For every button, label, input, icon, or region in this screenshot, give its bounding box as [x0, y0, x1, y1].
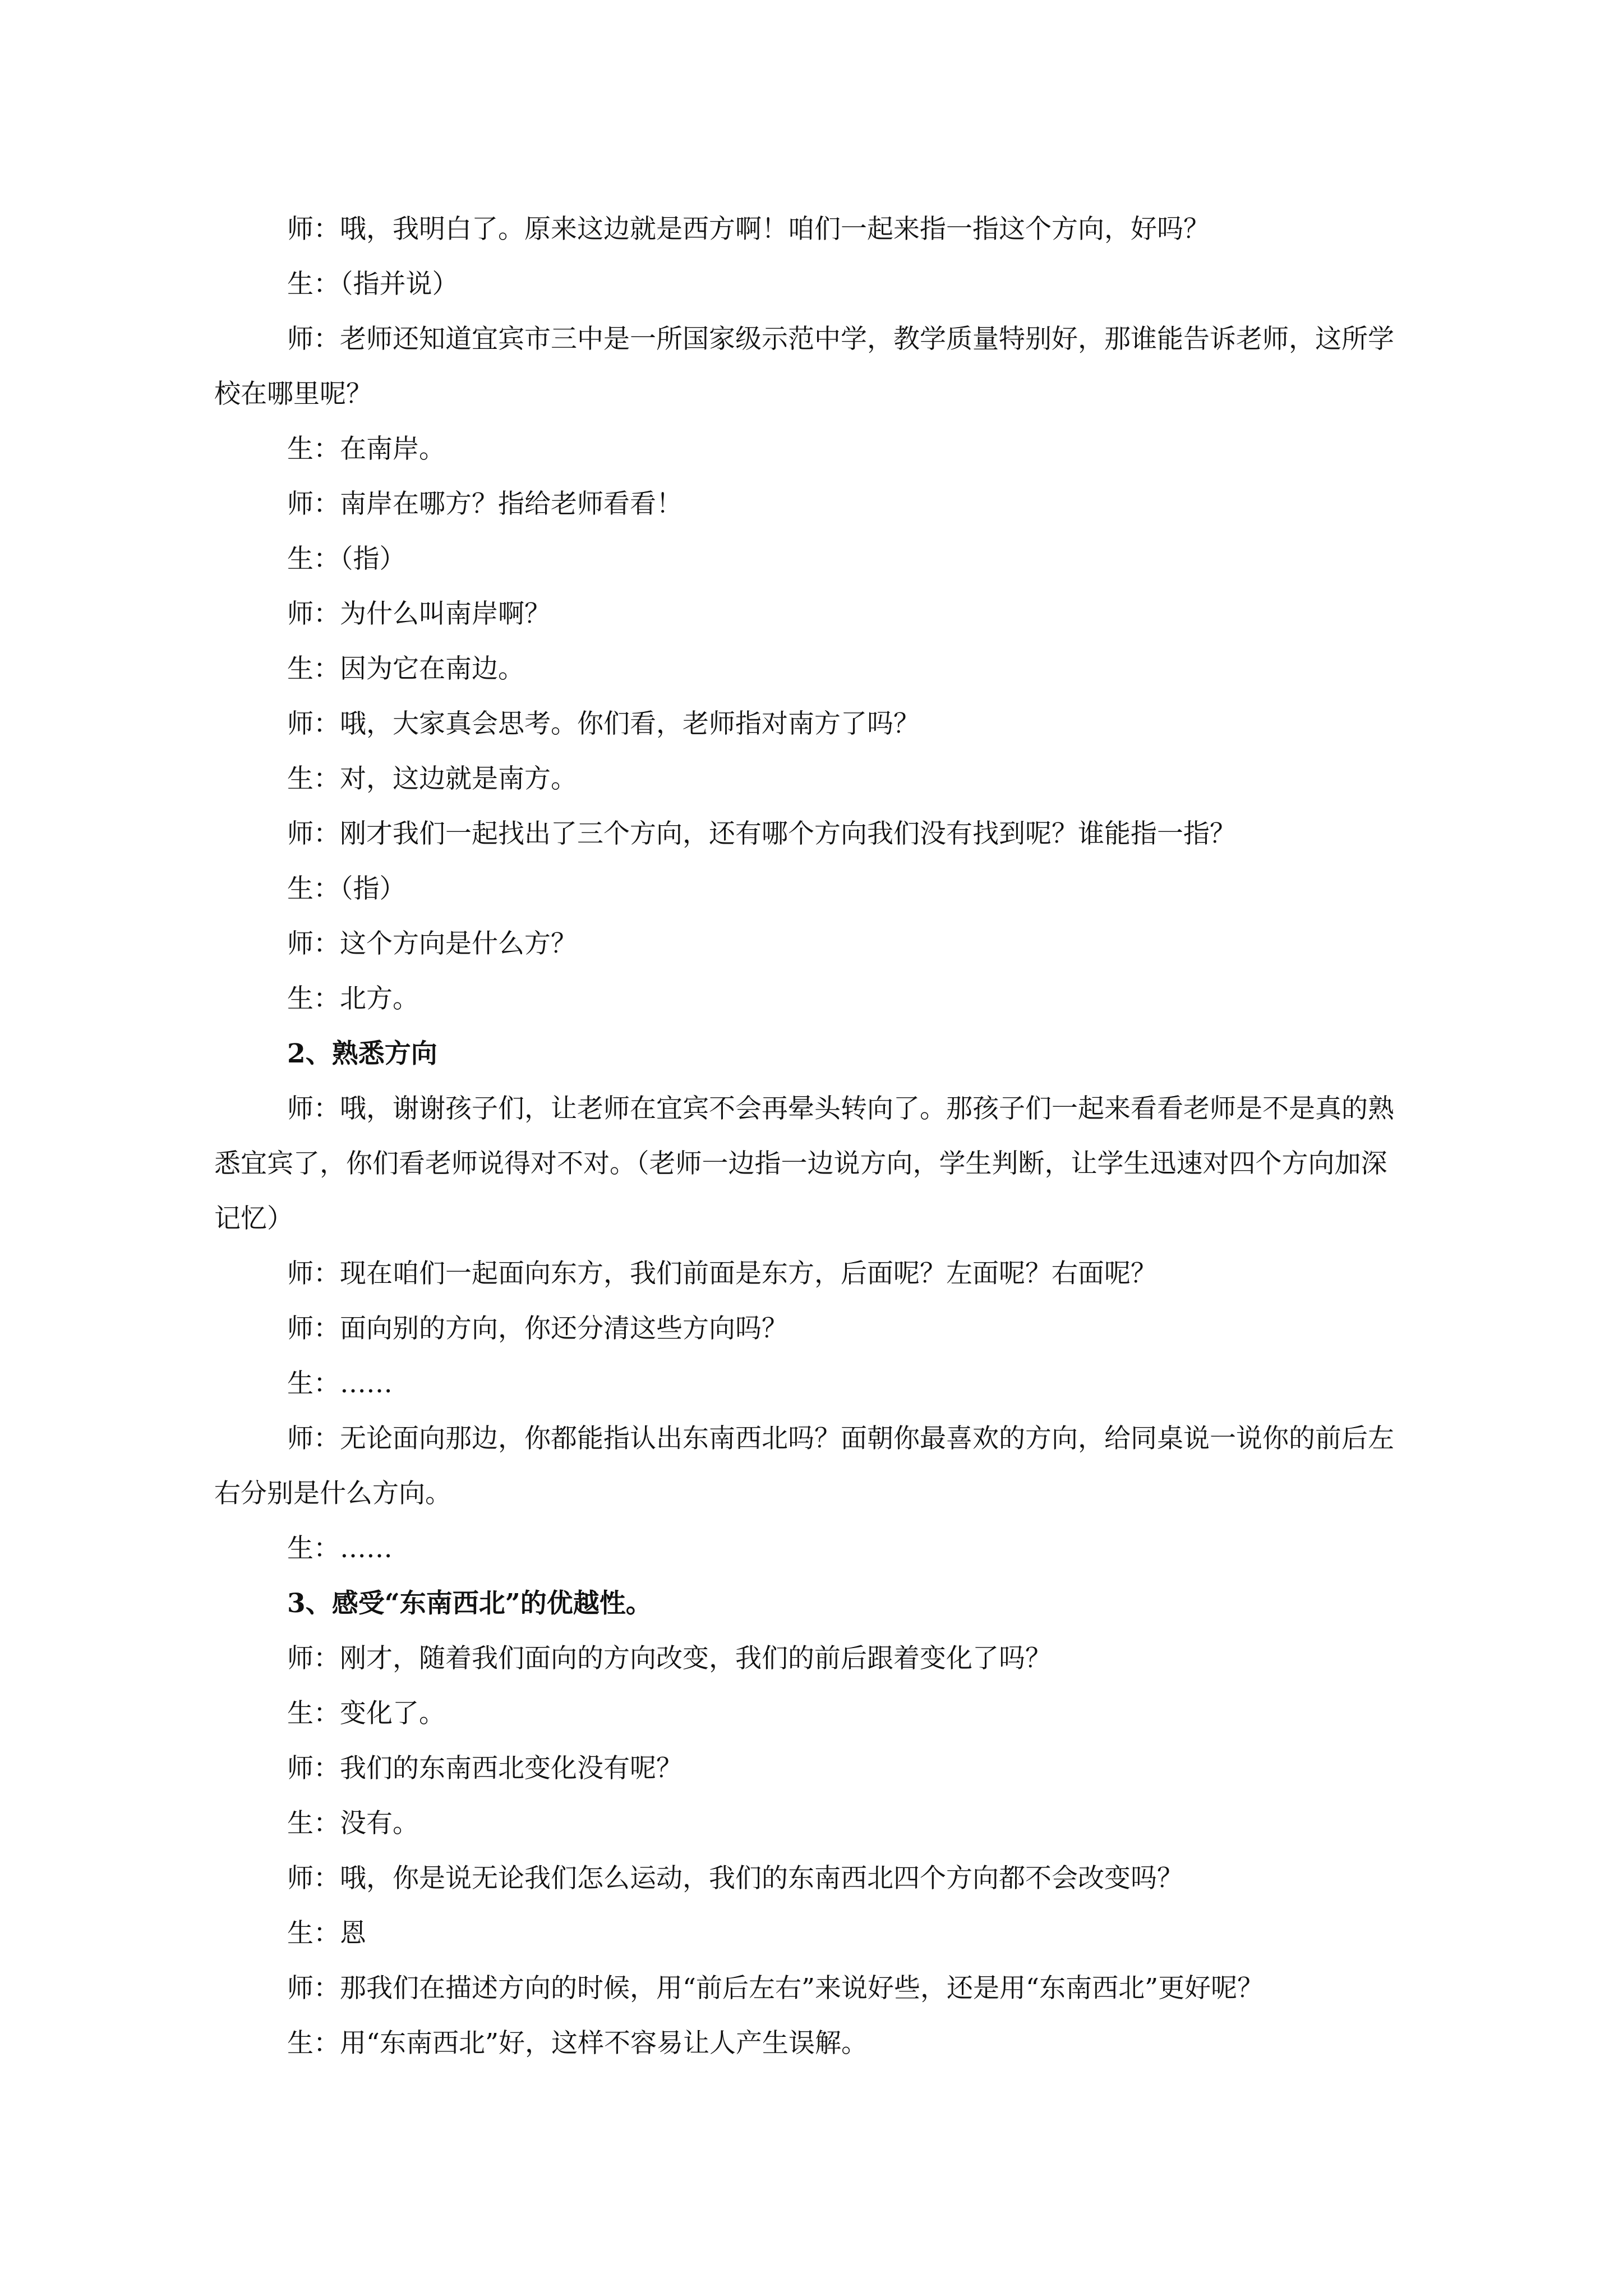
dialogue-line: 生：在南岸。	[287, 434, 445, 464]
dialogue-line: 生：变化了。	[287, 1698, 445, 1729]
dialogue-line: 师：哦，你是说无论我们怎么运动，我们的东南西北四个方向都不会改变吗？	[287, 1863, 1183, 1894]
dialogue-line: 生：没有。	[287, 1808, 419, 1839]
dialogue-line: 生：（指）	[287, 544, 406, 574]
dialogue-line: 师：这个方向是什么方？	[287, 928, 577, 959]
dialogue-line: 师：我们的东南西北变化没有呢？	[287, 1753, 683, 1784]
dialogue-line: 生：（指并说）	[287, 269, 459, 300]
dialogue-line: 师：哦，大家真会思考。你们看，老师指对南方了吗？	[287, 708, 920, 739]
dialogue-line: 生：……	[287, 1368, 393, 1399]
dialogue-line: 生：（指）	[287, 873, 406, 904]
document-body	[214, 202, 1409, 2071]
dialogue-line: 生：对，这边就是南方。	[287, 763, 577, 794]
dialogue-line: 师：无论面向那边，你都能指认出东南西北吗？面朝你最喜欢的方向，给同桌说一说你的前后左右分别是什么方向。	[214, 1423, 1394, 1509]
dialogue-line: 师：那我们在描述方向的时候，用“前后左右”来说好些，还是用“东南西北”更好呢？	[287, 1973, 1264, 2004]
dialogue-line: 师：哦，我明白了。原来这边就是西方啊！咱们一起来指一指这个方向，好吗？	[287, 214, 1210, 245]
dialogue-line: 师：老师还知道宜宾市三中是一所国家级示范中学，教学质量特别好，那谁能告诉老师，这所学校在哪里呢？	[214, 324, 1394, 409]
dialogue-line: 师：刚才，随着我们面向的方向改变，我们的前后跟着变化了吗？	[287, 1643, 1052, 1674]
dialogue-line: 生：恩	[287, 1918, 366, 1949]
dialogue-line: 生：北方。	[287, 983, 419, 1014]
dialogue-line: 师：为什么叫南岸啊？	[287, 599, 551, 629]
dialogue-line: 师：面向别的方向，你还分清这些方向吗？	[287, 1313, 788, 1344]
dialogue-line: 师：南岸在哪方？指给老师看看！	[287, 489, 683, 519]
dialogue-line: 师：现在咱们一起面向东方，我们前面是东方，后面呢？左面呢？右面呢？	[287, 1258, 1157, 1289]
dialogue-line: 师：哦，谢谢孩子们，让老师在宜宾不会再晕头转向了。那孩子们一起来看看老师是不是真的熟悉宜宾了，你们看老师说得对不对。（老师一边指一边说方向，学生判断，让学生迅速对四个方向加深记忆）	[214, 1093, 1394, 1234]
dialogue-line: 师：刚才我们一起找出了三个方向，还有哪个方向我们没有找到呢？谁能指一指？	[287, 818, 1236, 849]
dialogue-line: 生：用“东南西北”好，这样不容易让人产生误解。	[287, 2028, 868, 2059]
section-heading-advantages: 3、感受“东南西北”的优越性。	[287, 1588, 652, 1619]
dialogue-line: 生：……	[287, 1533, 393, 1564]
dialogue-line: 生：因为它在南边。	[287, 654, 524, 684]
section-heading-familiar-directions: 2、熟悉方向	[287, 1038, 437, 1069]
